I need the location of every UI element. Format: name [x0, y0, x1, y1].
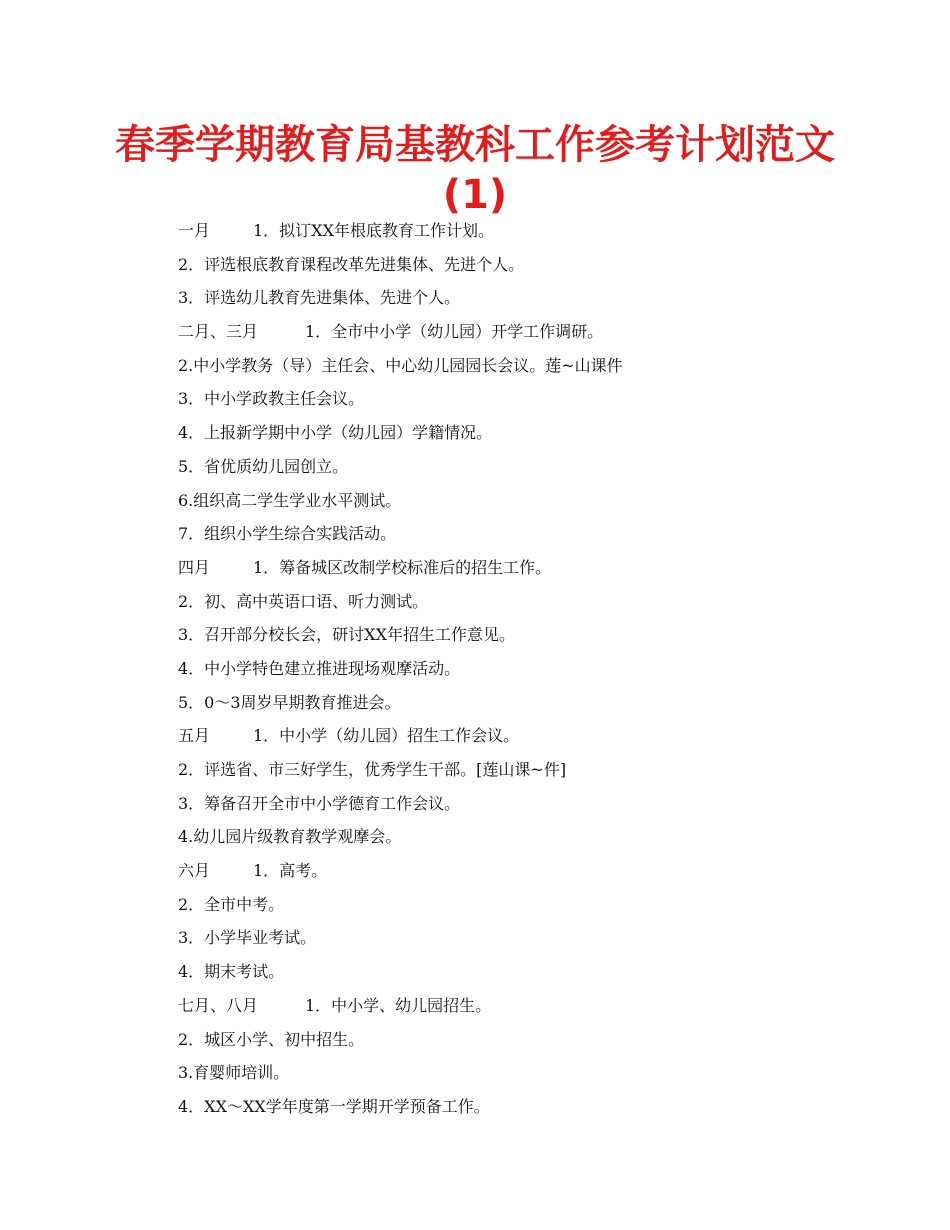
plan-line [178, 854, 878, 888]
plan-item-text: 1．中小学（幼儿园）招生工作会议。 [253, 726, 520, 746]
plan-line [178, 484, 878, 518]
plan-item-text: 5．省优质幼儿园创立。 [178, 456, 349, 476]
plan-item-text: 4．期末考试。 [178, 962, 285, 982]
plan-line [178, 1023, 878, 1057]
plan-line [178, 248, 878, 282]
plan-item-text: 4.幼儿园片级教育教学观摩会。 [178, 827, 402, 847]
plan-item-text: 5．0～3周岁早期教育推进会。 [178, 692, 401, 712]
plan-item-text: 3.育婴师培训。 [178, 1063, 290, 1083]
plan-line [178, 450, 878, 484]
plan-item-text: 3．中小学政教主任会议。 [178, 389, 365, 409]
plan-item-text: 1．全市中小学（幼儿园）开学工作调研。 [305, 322, 604, 342]
plan-line [178, 618, 878, 652]
plan-item-text: 2．城区小学、初中招生。 [178, 1029, 365, 1049]
plan-item-text: 1．筹备城区改制学校标准后的招生工作。 [253, 557, 552, 577]
plan-line [178, 686, 878, 720]
document-title [60, 120, 890, 220]
title-line-1: 春季学期教育局基教科工作参考计划范文 [115, 122, 835, 168]
plan-item-text: 2．全市中考。 [178, 894, 285, 914]
plan-item-text: 3．召开部分校长会，研讨XX年招生工作意见。 [178, 625, 515, 645]
plan-line [178, 753, 878, 787]
plan-line [178, 1090, 878, 1124]
plan-item-text: 3．评选幼儿教育先进集体、先进个人。 [178, 288, 461, 308]
plan-line [178, 1056, 878, 1090]
plan-item-text: 1．中小学、幼儿园招生。 [305, 995, 492, 1015]
plan-item-text: 2．初、高中英语口语、听力测试。 [178, 591, 429, 611]
plan-item-text: 4．中小学特色建立推进现场观摩活动。 [178, 658, 461, 678]
plan-item-text: 4．上报新学期中小学（幼儿园）学籍情况。 [178, 423, 493, 443]
month-label: 七月、八月 [178, 995, 259, 1015]
plan-line [178, 921, 878, 955]
plan-item-text: 4．XX～XX学年度第一学期开学预备工作。 [178, 1096, 490, 1116]
plan-line [178, 955, 878, 989]
plan-line [178, 989, 878, 1023]
plan-item-text: 3．小学毕业考试。 [178, 928, 317, 948]
plan-line [178, 382, 878, 416]
plan-line [178, 315, 878, 349]
plan-line [178, 349, 878, 383]
title-line-2: (1) [442, 172, 508, 218]
plan-line [178, 787, 878, 821]
plan-line [178, 214, 878, 248]
plan-line [178, 719, 878, 753]
plan-line [178, 585, 878, 619]
plan-line [178, 551, 878, 585]
plan-item-text: 2.中小学教务（导）主任会、中心幼儿园园长会议。莲~山课件 [178, 355, 623, 375]
plan-line [178, 281, 878, 315]
month-label: 一月 [178, 221, 211, 240]
month-label: 四月 [178, 557, 211, 577]
plan-line [178, 820, 878, 854]
month-label: 五月 [178, 726, 211, 746]
month-label: 二月、三月 [178, 322, 259, 342]
plan-item-text: 1．拟订XX年根底教育工作计划。 [253, 221, 494, 240]
plan-line [178, 888, 878, 922]
plan-item-text: 2．评选根底教育课程改革先进集体、先进个人。 [178, 254, 525, 274]
plan-item-text: 6.组织高二学生学业水平测试。 [178, 490, 402, 510]
plan-item-text: 7．组织小学生综合实践活动。 [178, 524, 397, 544]
month-label: 六月 [178, 861, 211, 881]
plan-line [178, 517, 878, 551]
plan-item-text: 2．评选省、市三好学生，优秀学生干部。[莲山课~件] [178, 760, 567, 779]
plan-item-text: 1．高考。 [253, 861, 328, 881]
document-body [178, 214, 878, 1124]
plan-line [178, 416, 878, 450]
plan-line [178, 652, 878, 686]
plan-item-text: 3．筹备召开全市中小学德育工作会议。 [178, 793, 461, 813]
